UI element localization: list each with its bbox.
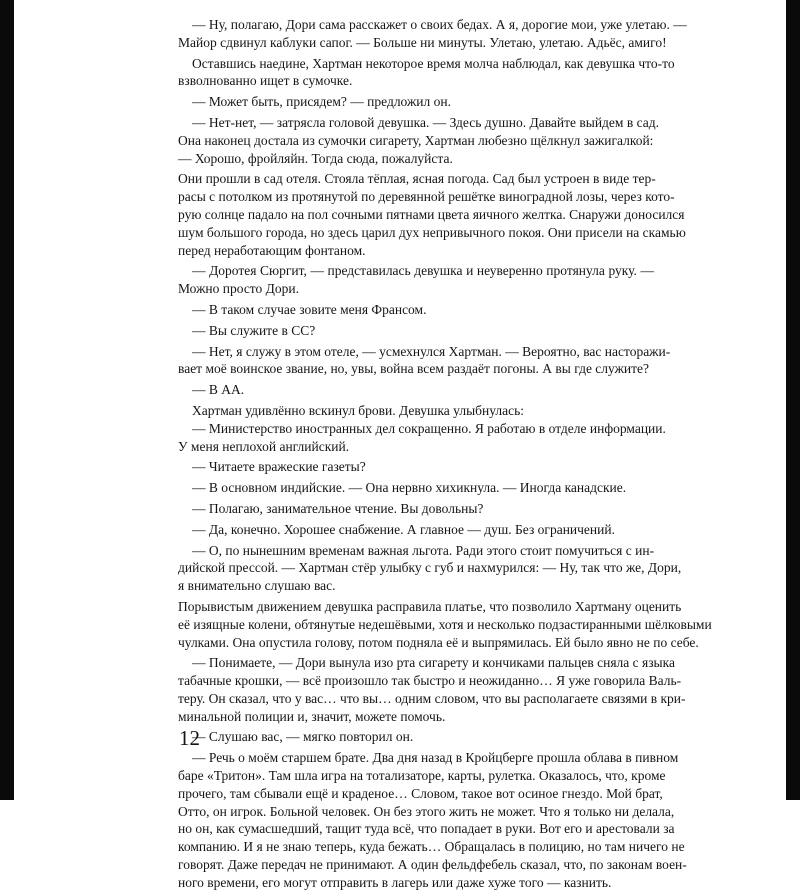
- paragraph-dialogue: [178, 262, 654, 298]
- text-line: — Министерство иностранных дел сокращенно. Я работаю в отделе информации.: [192, 420, 666, 436]
- text-line: я внимательно слушаю вас.: [178, 578, 336, 594]
- text-line: У меня неплохой английский.: [178, 438, 350, 454]
- book-page-text: [178, 16, 712, 892]
- paragraph-dialogue: [178, 381, 654, 399]
- text-line: взволнованно ищет в сумочке.: [178, 73, 353, 89]
- text-line: — В таком случае зовите меня Франсом.: [192, 301, 427, 317]
- text-line: Она наконец достала из сумочки сигарету, Хартман любезно щёлкнул зажигалкой:: [178, 132, 654, 148]
- paragraph-dialogue: [178, 301, 654, 319]
- paragraph-dialogue: [178, 114, 659, 167]
- paragraph-dialogue: [178, 458, 654, 476]
- text-line: — Нет-нет, — затрясла головой девушка. — Здесь душно. Давайте выйдем в сад.: [192, 114, 659, 130]
- text-line: чулками. Она опустила голову, потом подняла её и выпрямилась. Ей было явно не по себе.: [178, 634, 699, 650]
- text-line: её изящные колени, обтянутые недешёвыми, хотя и несколько подзастиранными шёлковыми: [178, 616, 712, 632]
- text-line: Они прошли в сад отеля. Стояла тёплая, ясная погода. Сад был устроен в виде тер-: [178, 171, 656, 187]
- paragraph-alone: [178, 55, 675, 91]
- text-line: — Нет, я служу в этом отеле, — усмехнулся Хартман. — Вероятно, вас насторажи-: [192, 343, 671, 359]
- text-line: Порывистым движением девушка расправила платье, что позволило Хартману оценить: [178, 598, 682, 614]
- paragraph-dialogue: [178, 500, 654, 518]
- paragraph-dialogue: [178, 521, 654, 539]
- paragraph-dialogue: [178, 479, 654, 497]
- paragraph-brother: [178, 749, 687, 891]
- text-line: — Читаете вражеские газеты?: [192, 459, 366, 475]
- text-line: табачные крошки, — всё произошло так быстро и неожиданно… Я уже говорила Валь-: [178, 673, 682, 689]
- text-line: но он, как сумасшедший, тащит туда всё, что попадает в руки. Вот его и арестовали за: [178, 821, 675, 837]
- paragraph-dialogue: [178, 343, 671, 379]
- text-line: Отто, он игрок. Больной человек. Он без этого жить не может. Что я только ни делала,: [178, 803, 675, 819]
- paragraph-major-leaves: [178, 16, 687, 52]
- text-line: Майор сдвинул каблуки сапог. — Больше ни минуты. Улетаю, улетаю. Адьёс, амиго!: [178, 34, 667, 50]
- paragraph-dialogue: [178, 654, 686, 725]
- text-line: перед неработающим фонтаном.: [178, 242, 366, 258]
- text-line: компанию. И я не знаю теперь, куда бежать… Обращалась в полицию, но там ничего не: [178, 839, 685, 855]
- text-line: минальной полиции и, значит, можете помочь.: [178, 708, 446, 724]
- text-line: дийской прессой. — Хартман стёр улыбку с губ и нахмурился: — Ну, так что же, Дори,: [178, 560, 682, 576]
- text-line: — Может быть, присядем? — предложил он.: [192, 94, 451, 110]
- text-line: — Ну, полагаю, Дори сама расскажет о своих бедах. А я, дорогие мои, уже улетаю. —: [192, 17, 687, 32]
- text-line: Хартман удивлённо вскинул брови. Девушка улыбнулась:: [192, 402, 525, 418]
- text-line: баре «Тритон». Там шла игра на тотализаторе, карты, рулетка. Оказалось, что, кроме: [178, 768, 666, 784]
- text-line: — Да, конечно. Хорошее снабжение. А главное — душ. Без ограничений.: [192, 521, 615, 537]
- text-line: расы с потолком из протянутой по деревянной решётке виноградной лозы, через кото-: [178, 189, 675, 205]
- text-line: — Хорошо, фройляйн. Тогда сюда, пожалуйста.: [178, 150, 453, 166]
- text-line: рую солнце падало на пол сочными пятнами цвета яичного желтка. Снаружи доносился: [178, 206, 685, 222]
- text-line: — В АА.: [192, 382, 245, 398]
- text-line: — Речь о моём старшем брате. Два дня назад в Кройцберге прошла облава в пивном: [192, 750, 679, 766]
- page-number: 12: [179, 726, 200, 750]
- text-line: — Полагаю, занимательное чтение. Вы довольны?: [192, 500, 484, 516]
- paragraph-dialogue: [178, 322, 654, 340]
- text-line: — Доротея Сюргит, — представилась девушка и неуверенно протянула руку. —: [192, 263, 654, 279]
- text-line: шум большого города, но здесь царил дух непривычного покоя. Они присели на скамью: [178, 224, 686, 240]
- text-line: — В основном индийские. — Она нервно хихикнула. — Иногда канадские.: [192, 480, 627, 496]
- text-line: говорят. Даже передач не принимают. А один фельдфебель сказал, что, по законам воен-: [178, 857, 687, 873]
- text-line: — Вы служите в СС?: [192, 322, 316, 338]
- paragraph-dialogue: [178, 93, 654, 111]
- text-line: вает моё воинское звание, но, увы, война всем раздаёт погоны. А вы где служите?: [178, 361, 650, 377]
- paragraph-dialogue: [178, 728, 654, 746]
- text-line: Можно просто Дори.: [178, 281, 299, 297]
- paragraph-dialogue: [178, 402, 666, 455]
- paragraph-dialogue: [178, 542, 682, 595]
- text-line: теру. Он сказал, что у вас… что вы… одним словом, что вы располагаете связями в кри-: [178, 690, 686, 706]
- text-line: — Понимаете, — Дори вынула изо рта сигарету и кончиками пальцев сняла с языка: [192, 655, 675, 671]
- text-line: прочего, там сбывали ещё и краденое… Словом, такое вот осиное гнездо. Мой брат,: [178, 785, 663, 801]
- paragraph-garden: [178, 170, 686, 259]
- text-line: ного времени, его могут отправить в лагерь или даже хуже того — казнить.: [178, 874, 612, 890]
- text-line: — Слушаю вас, — мягко повторил он.: [192, 729, 414, 745]
- paragraph-dress: [178, 598, 712, 651]
- text-line: — О, по нынешним временам важная льгота. Ради этого стоит помучиться с ин-: [192, 542, 655, 558]
- text-line: Оставшись наедине, Хартман некоторое время молча наблюдал, как девушка что-то: [192, 55, 675, 71]
